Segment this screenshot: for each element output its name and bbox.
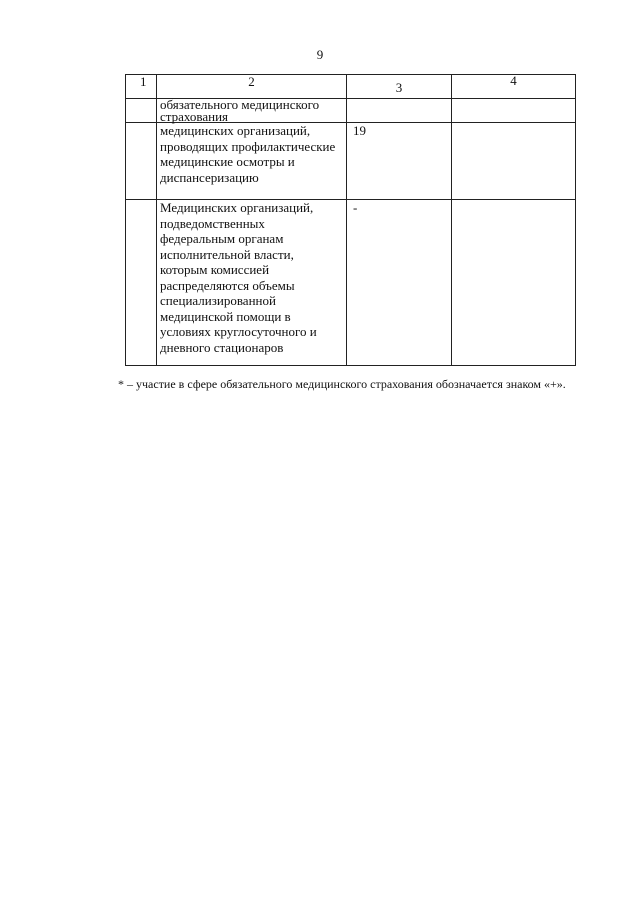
footnote: * – участие в сфере обязательного медицинского страхования обозначается знаком «+». [118, 377, 566, 391]
header-cell-3: 3 [347, 75, 452, 99]
row-2-col-4 [452, 123, 576, 200]
table-row [126, 99, 576, 123]
header-cell-2: 2 [157, 75, 347, 99]
table-header-row [126, 75, 576, 99]
row-1-col-3 [347, 99, 452, 123]
row-1-col-2: обязательного медицинского страхования [157, 99, 347, 123]
page-number: 9 [316, 47, 324, 62]
header-cell-1: 1 [126, 75, 157, 99]
row-2-col-2: медицинских организаций, проводящих профилактические медицинские осмотры и диспансеризацию [157, 123, 347, 200]
row-2-col-3: 19 [347, 123, 452, 200]
row-3-col-3: - [347, 200, 452, 366]
row-1-col-1 [126, 99, 157, 123]
row-3-col-1 [126, 200, 157, 366]
row-3-col-4 [452, 200, 576, 366]
data-table [125, 74, 576, 366]
row-2-col-1 [126, 123, 157, 200]
row-1-col-4 [452, 99, 576, 123]
row-3-col-2: Медицинских организаций, подведомственных федеральным органам исполнительной власти, которым комиссией распределяются объемы специализированной медицинской помощи в условиях круглосуточного и дневного стационаров [157, 200, 347, 366]
table-row [126, 200, 576, 366]
header-cell-4: 4 [452, 75, 576, 99]
table-row [126, 123, 576, 200]
